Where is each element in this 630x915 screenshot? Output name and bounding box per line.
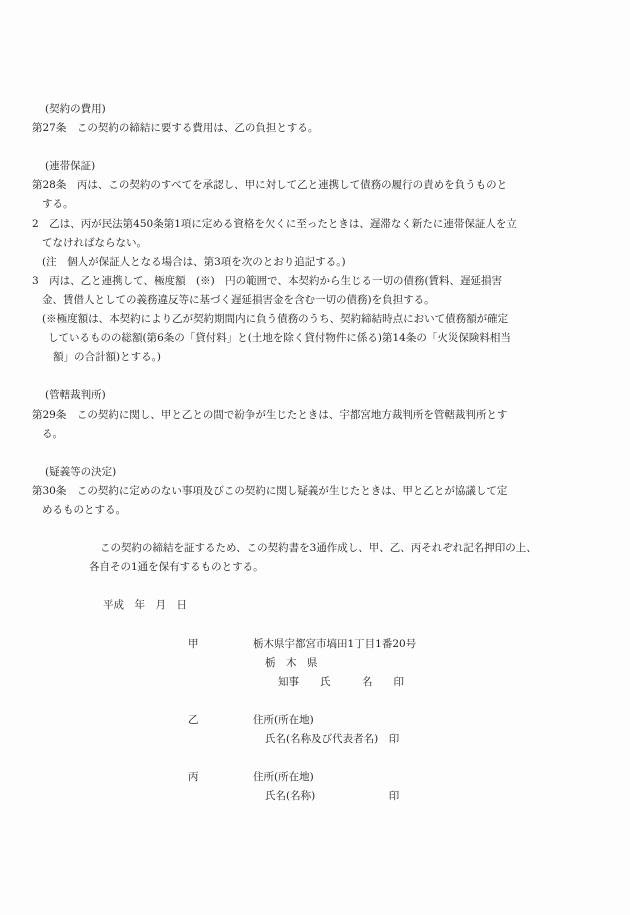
party-hei-row [32, 768, 602, 787]
article-29-line-1: 第29条 この契約に関し、甲と乙との間で紛争が生じたときは、宇都宮地方裁判所を管轄裁判所とす [32, 408, 508, 421]
heading-doubt-resolution: (疑義等の決定) [45, 465, 117, 478]
closing-statement-line-1: この契約の締結を証するため、この契約書を3通作成し、甲、乙、丙それぞれ記名押印の上、 [100, 542, 537, 555]
article-28-para-1-line-2: する。 [42, 198, 74, 211]
party-hei-label: 丙 [188, 771, 199, 784]
blank-line [32, 444, 602, 463]
heading-jurisdiction-court: (管轄裁判所) [45, 389, 106, 402]
blank-line [32, 577, 602, 596]
article-28-para-3-line-1: 3 丙は、乙と連携して、極度額 (※) 円の範囲で、本契約から生じる一切の債務(賃料、遅延損害 [32, 274, 503, 287]
party-otsu-label: 乙 [188, 714, 199, 726]
article-29-line-2: る。 [42, 427, 63, 440]
max-amount-note-line-3: 額」の合計額)とする。) [53, 351, 161, 364]
party-hei-name-seal-line: 氏名(名称) 印 [265, 790, 400, 803]
article-30-line-1: 第30条 この契約に定めのない事項及びこの契約に関し疑義が生じたときは、甲と乙とが協議して定 [32, 484, 508, 497]
heading-joint-guarantee: (連帯保証) [45, 160, 96, 173]
article-30-line-2: めるものとする。 [42, 503, 126, 516]
blank-line [32, 138, 602, 157]
date-line: 平成 年 月 日 [103, 599, 187, 612]
signature-block [32, 635, 602, 807]
party-kou-name-line: 栃 木 県 [265, 656, 318, 669]
max-amount-note-line-1: (※極度額は、本契約により乙が契約期間内に負う債務のうち、契約締結時点において債務額が確定 [42, 313, 509, 326]
party-otsu-row [32, 711, 602, 730]
blank-line [32, 520, 602, 539]
party-kou-label: 甲 [188, 637, 199, 650]
article-28-para-2-line-2: てなければならない。 [42, 236, 147, 249]
blank-line [32, 367, 602, 386]
party-otsu-address-label: 住所(所在地) [253, 714, 314, 726]
party-otsu-name-seal-line: 氏名(名称及び代表者名) 印 [265, 733, 400, 746]
party-kou-row [32, 635, 602, 654]
max-amount-note-line-2: しているものの総額(第6条の「貸付料」と(土地を除く貸付物件に係る)第14条の「火災保険料相当 [48, 332, 511, 345]
party-kou-address: 栃木県宇都宮市塙田1丁目1番20号 [253, 637, 417, 650]
article-27-text: 第27条 この契約の締結に要する費用は、乙の負担とする。 [32, 122, 319, 135]
closing-statement-line-2: 各自その1通を保有するものとする。 [89, 561, 264, 574]
blank-line [32, 616, 602, 635]
article-28-para-2-line-1: 2 乙は、丙が民法第450条第1項に定める資格を欠くに至ったときは、遅滞なく新たに連帯保証人を立 [32, 217, 517, 230]
blank-line [32, 749, 602, 768]
article-28-note: (注 個人が保証人となる場合は、第3項を次のとおり追記する。) [42, 255, 346, 268]
governor-name-seal-line: 知事 氏 名 印 [278, 675, 404, 688]
party-hei-address-label: 住所(所在地) [253, 771, 314, 784]
article-28-para-3-line-2: 金、賃借人としての義務違反等に基づく遅延損害金を含む一切の債務)を負担する。 [42, 293, 435, 306]
blank-line [32, 692, 602, 711]
article-28-para-1-line-1: 第28条 丙は、この契約のすべてを承認し、甲に対して乙と連携して債務の履行の責めを負うものと [32, 179, 508, 192]
heading-contract-expenses: (契約の費用) [45, 103, 106, 115]
